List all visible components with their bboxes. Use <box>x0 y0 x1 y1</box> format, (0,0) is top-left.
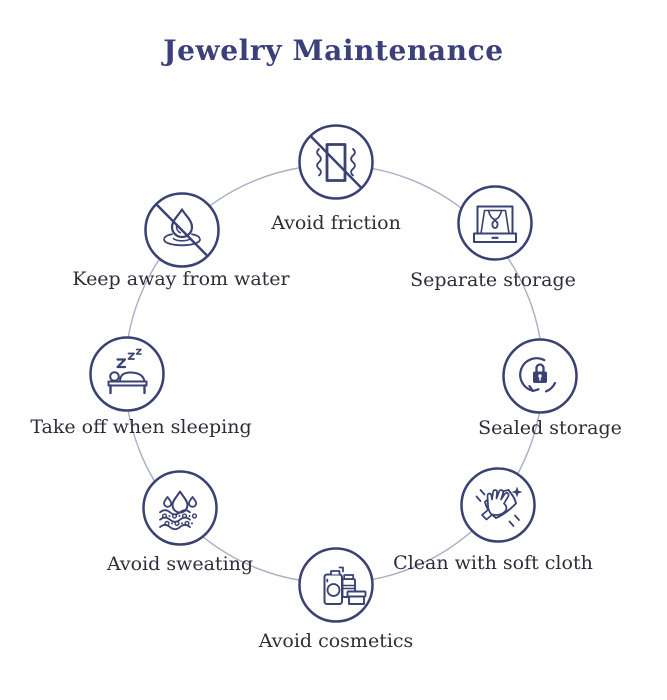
jewelry-box-icon <box>455 183 535 263</box>
item-label: Avoid cosmetics <box>258 630 414 652</box>
item-label: Clean with soft cloth <box>393 552 593 574</box>
cosmetics-icon <box>296 545 376 625</box>
wipe-cloth-icon <box>458 465 538 545</box>
page-title: Jewelry Maintenance <box>163 34 504 67</box>
item-label: Take off when sleeping <box>30 416 252 438</box>
sleeping-bed-icon <box>87 334 167 414</box>
sweat-drops-icon <box>140 468 220 548</box>
no-water-icon <box>142 190 222 270</box>
item-label: Keep away from water <box>72 268 290 290</box>
lock-cycle-icon <box>500 336 580 416</box>
item-label: Sealed storage <box>478 417 622 439</box>
item-label: Avoid friction <box>271 212 401 234</box>
item-label: Separate storage <box>410 269 576 291</box>
no-friction-icon <box>296 122 376 202</box>
item-label: Avoid sweating <box>106 553 254 575</box>
